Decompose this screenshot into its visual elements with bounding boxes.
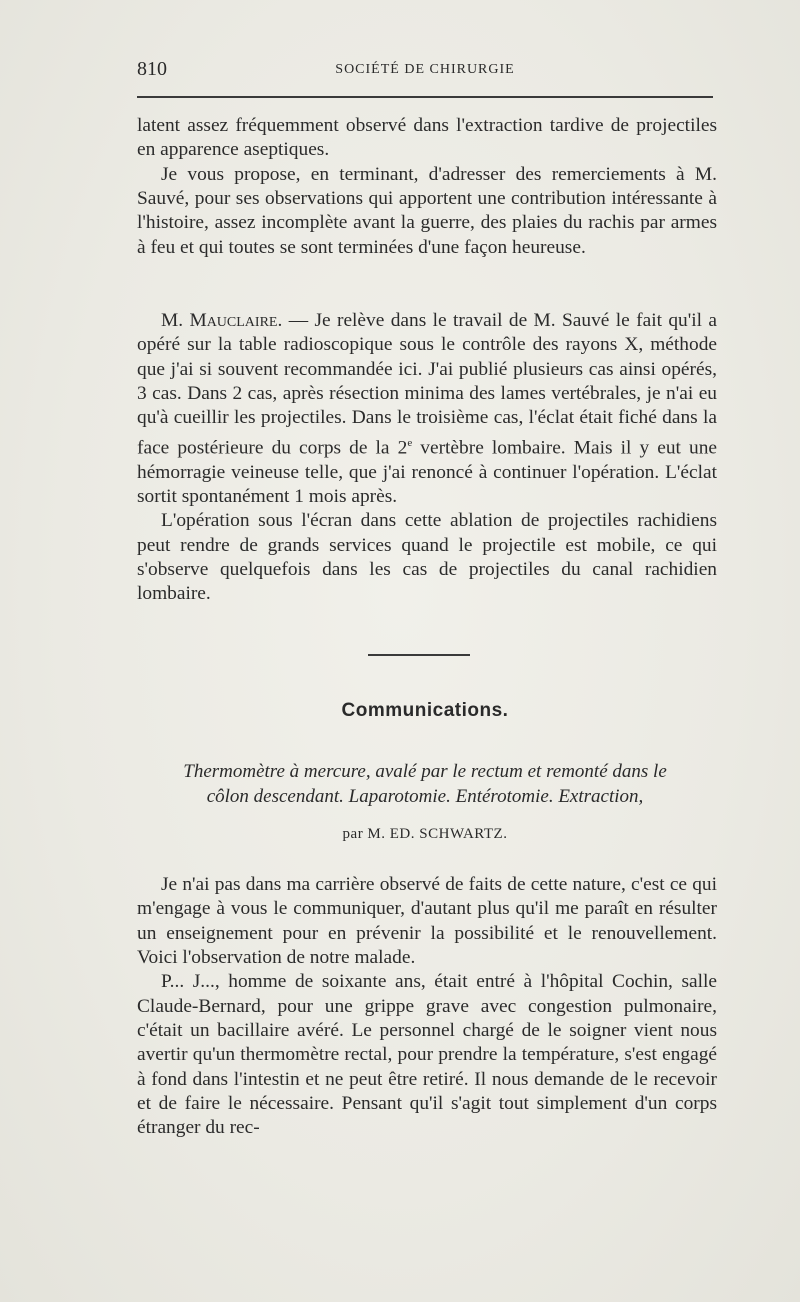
page-number: 810 xyxy=(137,58,167,80)
article-title xyxy=(137,759,713,809)
running-head: SOCIÉTÉ DE CHIRURGIE xyxy=(335,62,515,77)
header-rule xyxy=(137,96,713,98)
section-separator xyxy=(368,654,470,656)
paragraph: Je vous propose, en terminant, d'adresser des remerciements à M. Sauvé, pour ses observations qui apportent une contribution intéressante à l'histoire, assez incomplète avant la guerre, des plaies du rachis par armes à feu et qui toutes se sont terminées d'une façon heureuse. xyxy=(137,163,717,258)
article-title-line: Thermomètre à mercure, avalé par le rectum et remonté dans le xyxy=(183,761,667,782)
article-title-line: côlon descendant. Laparotomie. Entérotomie. Extraction, xyxy=(206,786,644,807)
text-block-schwartz xyxy=(137,873,717,1141)
text-block-intro xyxy=(137,114,717,260)
page-header xyxy=(137,58,713,84)
paragraph: L'opération sous l'écran dans cette ablation de projectiles rachidiens peut rendre de grands services quand le projectile est mobile, ce qui s'observe quelquefois dans les cas de projectiles du canal rachidien lombaire. xyxy=(137,510,717,605)
section-title: Communications. xyxy=(341,700,509,721)
paragraph: P... J..., homme de soixante ans, était entré à l'hôpital Cochin, salle Claude-Bernard, pour une grippe grave avec congestion pulmonaire, c'était un bacillaire avéré. Le personnel chargé de le soigner vient nous avertir qu'un thermomètre rectal, pour prendre la température, s'est engagé à fond dans l'intestin et ne peut être retiré. Il nous demande de le recevoir et de faire le nécessaire. Pensant qu'il s'agit tout simplement d'un corps étranger du rec- xyxy=(137,971,717,1139)
paragraph-text: vertèbre lombaire. Mais il y eut une hémorragie veineuse telle, que j'ai renoncé à continuer l'opération. L'éclat sortit spontanément 1 mois après. xyxy=(137,437,718,507)
text-block-mauclaire xyxy=(137,309,717,607)
paragraph: Je n'ai pas dans ma carrière observé de faits de cette nature, c'est ce qui m'engage à vous le communiquer, d'autant plus qu'il me paraît en résulter un enseignement pour en prévenir la possibilité et le renouvellement. Voici l'observation de notre malade. xyxy=(137,874,717,969)
speaker-name: M. Mauclaire. xyxy=(161,310,283,331)
paragraph: latent assez fréquemment observé dans l'extraction tardive de projectiles en apparence aseptiques. xyxy=(137,115,717,161)
paragraph xyxy=(137,309,717,509)
ordinal-superscript: e xyxy=(407,436,413,449)
paragraph-text: — Je relève dans le travail de M. Sauvé le fait qu'il a opéré sur la table radioscopique sous le contrôle des rayons X, méthode que j'ai si souvent recommandée ici. J'ai publié plusieurs cas ainsi opérés, 3 cas. Dans 2 cas, après résection minima des lames vertébrales, je n'ai eu qu'à cueillir les projectiles. Dans le troisième cas, l'éclat était fiché dans la face postérieure du corps de la 2 xyxy=(137,310,717,459)
article-author: par M. ED. SCHWARTZ. xyxy=(342,826,508,842)
